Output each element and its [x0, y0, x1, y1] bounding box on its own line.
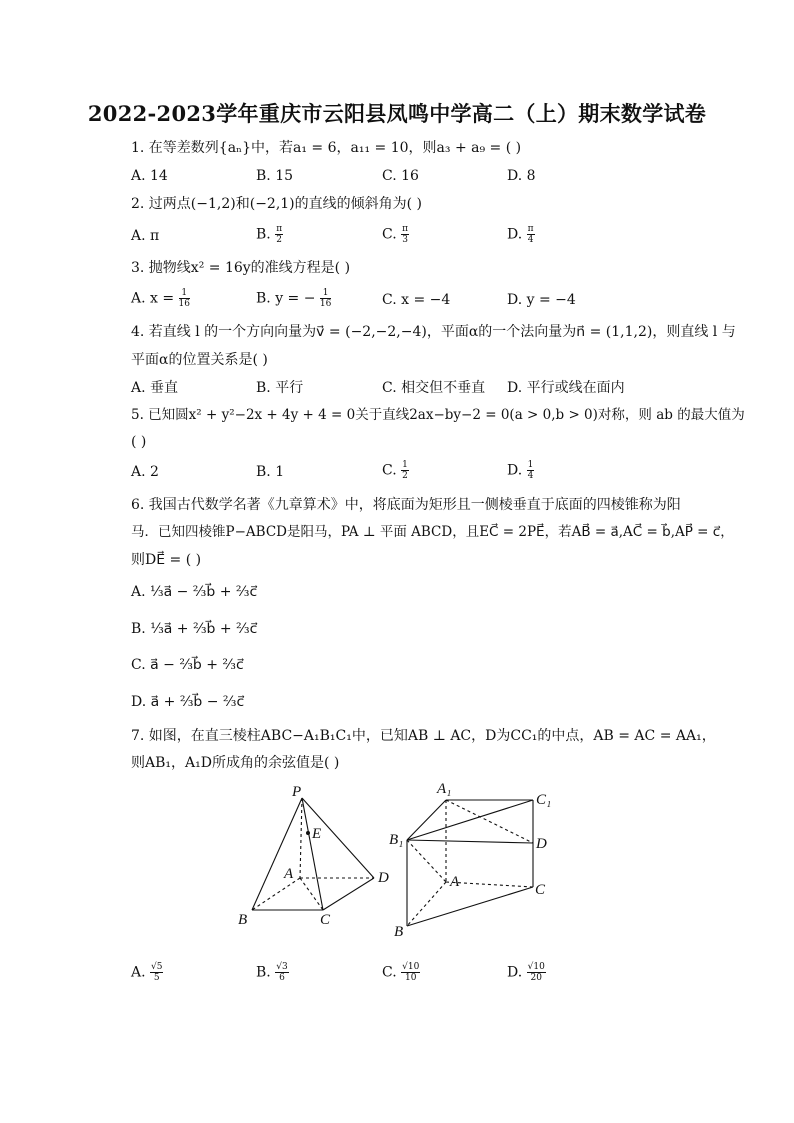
q5-option-d: D. $\frac{1}{4}$: [507, 460, 534, 481]
edge-b1d: [407, 840, 533, 843]
edge-a1d: [446, 800, 533, 843]
label-a: A: [284, 866, 294, 882]
q3-option-c: C. x = −4: [382, 292, 451, 308]
label-b: B: [238, 912, 248, 928]
q1-option-b: B. 15: [256, 168, 294, 184]
fraction: $\frac{√10}{10}$: [402, 962, 420, 983]
fraction: $\frac{1}{4}$: [527, 460, 534, 481]
q4-option-d: D. 平行或线在面内: [507, 380, 625, 396]
label-d: D: [536, 836, 547, 852]
fraction: $\frac{1}{16}$: [319, 288, 332, 309]
pyramid-figure: [230, 782, 400, 932]
fraction: $\frac{\pi}{3}$: [402, 224, 409, 245]
prism-figure: [385, 776, 570, 941]
question-5-stem-line-1: 5. 已知圆x² + y²−2x + 4y + 4 = 0关于直线2ax−by−2 = 0(a > 0,b > 0)对称，则 ab 的最大值为: [131, 407, 745, 423]
page-title: 2022-2023学年重庆市云阳县凤鸣中学高二（上）期末数学试卷: [87, 101, 707, 126]
fraction: $\frac{√10}{20}$: [527, 962, 545, 983]
q1-option-d: D. 8: [507, 168, 536, 184]
question-2-stem: 2. 过两点(−1,2)和(−2,1)的直线的倾斜角为( ): [131, 196, 423, 212]
edge-b1a: [407, 840, 446, 882]
q5-option-b: B. 1: [256, 464, 285, 480]
label-a: A: [450, 874, 460, 890]
edge-cd: [323, 878, 374, 910]
q3-option-b: B. y = − $\frac{1}{16}$: [256, 288, 332, 309]
q2-option-c: C. $\frac{\pi}{3}$: [382, 224, 409, 245]
edge-pb: [252, 798, 302, 910]
edge-bc: [407, 887, 533, 926]
edge-pc: [302, 798, 323, 910]
q2-option-d: D. $\frac{\pi}{4}$: [507, 224, 534, 245]
fraction: $\frac{√3}{6}$: [276, 962, 288, 983]
fraction: $\frac{\pi}{2}$: [276, 224, 283, 245]
q4-option-a: A. 垂直: [131, 380, 179, 396]
label-a1: A₁: [437, 781, 452, 797]
label-c: C: [320, 912, 331, 928]
q2-option-a: A. π: [131, 228, 160, 244]
q7-option-c: C. $\frac{√10}{10}$: [382, 962, 420, 983]
q6-option-a: A. ⅓a⃗ − ⅔b⃗ + ⅔c⃗: [131, 584, 258, 600]
q7-option-d: D. $\frac{√10}{20}$: [507, 962, 545, 983]
edge-pa: [300, 798, 302, 878]
question-6-stem-line-1: 6. 我国古代数学名著《九章算术》中，将底面为矩形且一侧棱垂直于底面的四棱锥称为阳: [131, 497, 681, 513]
q5-option-c: C. $\frac{1}{2}$: [382, 460, 408, 481]
question-5-stem-line-2: ( ): [131, 434, 147, 450]
label-d: D: [378, 870, 389, 886]
q2-option-b: B. $\frac{\pi}{2}$: [256, 224, 283, 245]
q1-option-c: C. 16: [382, 168, 419, 184]
fraction: $\frac{1}{16}$: [178, 288, 190, 309]
label-b: B: [394, 924, 404, 940]
q7-option-a: A. $\frac{√5}{5}$: [131, 962, 163, 983]
question-3-stem: 3. 抛物线x² = 16y的准线方程是( ): [131, 260, 351, 276]
label-b1: B₁: [389, 832, 404, 848]
q3-option-a: A. x = $\frac{1}{16}$: [131, 288, 190, 309]
question-4-stem-line-1: 4. 若直线 l 的一个方向向量为v⃗ = (−2,−2,−4)，平面α的一个法向量为n⃗ = (1,1,2)，则直线 l 与: [131, 324, 736, 340]
q4-option-b: B. 平行: [256, 380, 304, 396]
q3-option-d: D. y = −4: [507, 292, 576, 308]
label-p: P: [292, 784, 302, 800]
question-7-stem-line-1: 7. 如图，在直三棱柱ABC−A₁B₁C₁中，已知AB ⊥ AC，D为CC₁的中点，AB = AC = AA₁，: [131, 728, 716, 744]
question-6-stem-line-2: 马．已知四棱锥P−ABCD是阳马，PA ⊥ 平面 ABCD，且EC⃗ = 2PE⃗，若AB⃗ = a⃗,AC⃗ = b⃗,AP⃗ = c⃗，: [131, 524, 734, 540]
label-c: C: [535, 882, 546, 898]
question-7-stem-line-2: 则AB₁，A₁D所成角的余弦值是( ): [131, 755, 340, 771]
question-6-stem-line-3: 则DE⃗ = ( ): [131, 552, 202, 568]
q5-option-a: A. 2: [131, 464, 159, 480]
q4-option-c: C. 相交但不垂直: [382, 380, 486, 396]
q6-option-d: D. a⃗ + ⅔b⃗ − ⅔c⃗: [131, 694, 245, 710]
label-e: E: [312, 826, 322, 842]
q6-option-b: B. ⅓a⃗ + ⅔b⃗ + ⅔c⃗: [131, 621, 258, 637]
fraction: $\frac{√5}{5}$: [151, 962, 163, 983]
question-1-stem: 1. 在等差数列{aₙ}中，若a₁ = 6，a₁₁ = 10，则a₃ + a₉ = ( ): [131, 140, 522, 156]
q7-option-b: B. $\frac{√3}{6}$: [256, 962, 288, 983]
label-c1: C₁: [536, 792, 552, 808]
fraction: $\frac{1}{2}$: [402, 460, 408, 481]
q6-option-c: C. a⃗ − ⅔b⃗ + ⅔c⃗: [131, 657, 244, 673]
fraction: $\frac{\pi}{4}$: [527, 224, 534, 245]
q1-option-a: A. 14: [131, 168, 168, 184]
question-4-stem-line-2: 平面α的位置关系是( ): [131, 352, 268, 368]
point-e: [306, 831, 310, 835]
